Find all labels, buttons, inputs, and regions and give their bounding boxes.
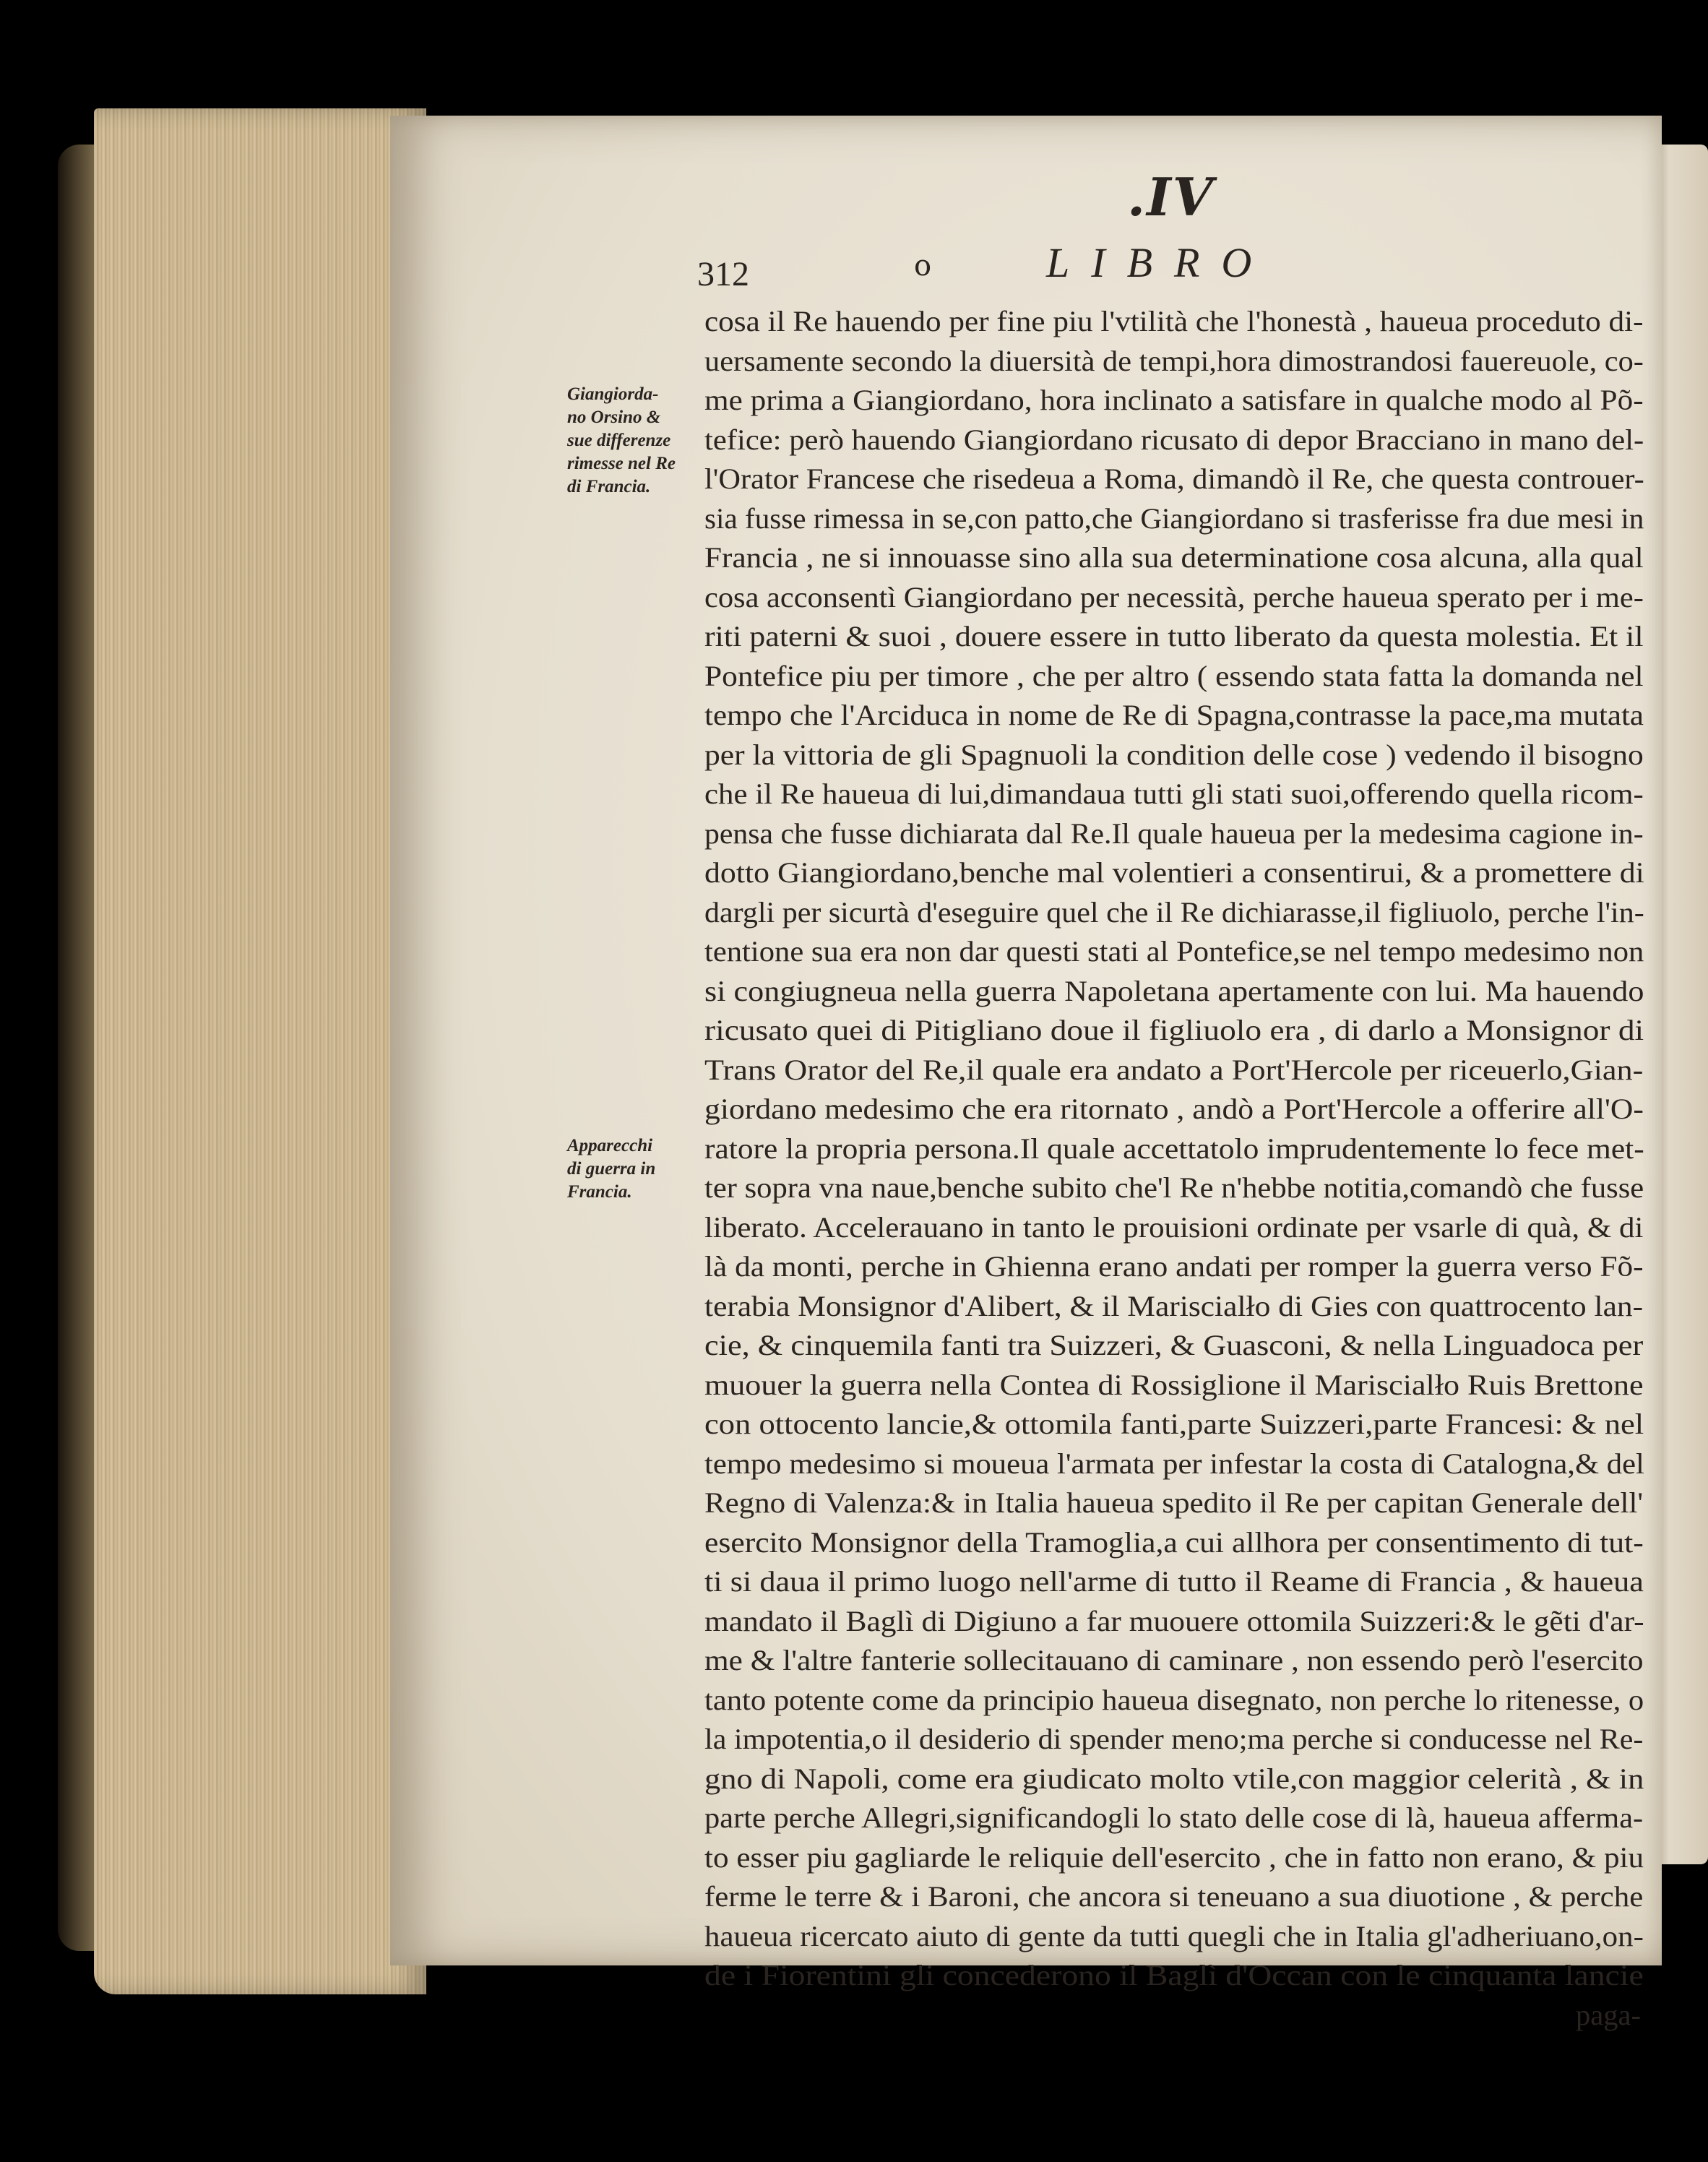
text-line: to esser piu gagliarde le reliquie dell'esercito , che in fatto non erano, & piu [704, 1840, 1644, 1874]
catchword: paga- [1576, 1998, 1641, 2031]
text-line: terabia Monsignor d'Alibert, & il Mariscialło di Gies con quattrocento lan- [704, 1289, 1644, 1322]
page-edges [94, 108, 426, 1994]
text-line: ferme le terre & i Baroni, che ancora si teneuano a sua diuotione , & perche [704, 1880, 1644, 1913]
handwritten-book-number: .IV [1127, 166, 1215, 228]
text-line: cie, & cinquemila fanti tra Suizzeri, & Guasconi, & nella Linguadoca per [704, 1329, 1644, 1361]
text-line: si congiugneua nella guerra Napoletana apertamente con lui. Ma hauendo [704, 974, 1644, 1007]
text-line: Pontefice piu per timore , che per altro ( essendo stata fatta la domanda nel [704, 659, 1644, 692]
text-line: me prima a Giangiordano, hora inclinato a satisfare in qualche modo al Põ- [704, 384, 1644, 416]
text-line: liberato. Accelerauano in tanto le prouisioni ordinate per vsarle di quà, & di [704, 1210, 1644, 1244]
text-line: dargli per sicurtà d'eseguire quel che il Re dichiarasse,il figliuolo, perche l'in- [704, 895, 1644, 929]
text-line: mandato il Baglì di Digiuno a far muouere ottomila Suizzeri:& le gẽti d'ar- [704, 1604, 1644, 1637]
text-line: l'Orator Francese che risedeua a Roma, dimandò il Re, che questa controuer- [704, 462, 1644, 495]
body-text [704, 302, 1644, 2035]
text-line: con ottocento lancie,& ottomila fanti,parte Suizzeri,parte Francesi: & nel [704, 1408, 1644, 1440]
marginal-note-line: rimesse nel Re [567, 454, 676, 473]
text-line: sia fusse rimessa in se,con patto,che Giangiordano si trasferisse fra due mesi in [704, 501, 1644, 535]
text-line: cosa acconsentì Giangiordano per necessità, perche haueua sperato per i me- [704, 580, 1644, 613]
running-head: LIBRO [1046, 239, 1274, 286]
marginal-note-line: di guerra in [567, 1159, 656, 1179]
text-line: tentione sua era non dar questi stati al Pontefice,se nel tempo medesimo non [704, 935, 1644, 968]
text-line: Regno di Valenza:& in Italia haueua spedito il Re per capitan Generale dell' [704, 1486, 1644, 1519]
marginal-note-giangiordano [567, 383, 712, 499]
marginal-note-apparecchi [567, 1134, 712, 1204]
text-line: pensa che fusse dichiarata dal Re.Il quale haueua per la medesima cagione in- [704, 817, 1644, 850]
marginal-note-line: di Francia. [567, 477, 651, 496]
text-line: gno di Napoli, come era giudicato molto vtile,con maggior celerità , & in [704, 1762, 1644, 1795]
text-line: tanto potente come da principio haueua disegnato, non perche lo ritenesse, o [704, 1683, 1644, 1716]
text-line: Francia , ne si innouasse sino alla sua determinatione cosa alcuna, alla qual [704, 541, 1644, 574]
marginal-note-line: no Orsino & [567, 408, 661, 427]
text-line: che il Re haueua di lui,dimandaua tutti gli stati suoi,offerendo quella ricom- [704, 778, 1644, 810]
text-line: me & l'altre fanterie sollecitauano di caminare , non essendo però l'esercito [704, 1644, 1644, 1676]
text-line: muouer la guerra nella Contea di Rossiglione il Mariscialło Ruis Brettone [704, 1368, 1644, 1401]
text-line: ricusato quei di Pitigliano doue il figliuolo era , di darlo a Monsignor di [704, 1014, 1644, 1046]
text-line: la impotentia,o il desiderio di spender meno;ma perche si conducesse nel Re- [704, 1723, 1644, 1755]
ornament-mark: o [914, 249, 932, 283]
text-line: ratore la propria persona.Il quale accettatolo imprudentemente lo fece met- [704, 1132, 1644, 1165]
text-line: riti paterni & suoi , douere essere in tutto liberato da questa molestia. Et il [704, 620, 1644, 653]
marginal-note-line: sue differenze [567, 431, 671, 450]
text-line: tefice: però hauendo Giangiordano ricusato di depor Bracciano in mano del- [704, 423, 1644, 456]
text-line: Trans Orator del Re,il quale era andato a Port'Hercole per riceuerlo,Gian- [704, 1053, 1644, 1086]
text-line: uersamente secondo la diuersità de tempi,hora dimostrandosi fauereuole, co- [704, 344, 1644, 377]
text-line: ti si daua il primo luogo nell'arme di tutto il Reame di Francia , & haueua [704, 1565, 1644, 1598]
text-line: tempo medesimo si moueua l'armata per infestar la costa di Catalogna,& del [704, 1447, 1644, 1480]
page-number: 312 [697, 255, 749, 293]
text-line: là da monti, perche in Ghienna erano andati per romper la guerra verso Fõ- [704, 1250, 1644, 1283]
text-line: tempo che l'Arciduca in nome de Re di Spagna,contrasse la pace,ma mutata [704, 699, 1644, 731]
text-line: de i Fiorentini gli concederono il Baglì d'Occan con le cinquanta lancie [704, 1959, 1644, 1991]
marginal-note-line: Giangiorda- [567, 384, 659, 404]
text-line: esercito Monsignor della Tramoglia,a cui allhora per consentimento di tut- [704, 1525, 1644, 1559]
marginal-note-line: Apparecchi [567, 1136, 653, 1155]
text-line: per la vittoria de gli Spagnuoli la condition delle cose ) vedendo il bisogno [704, 738, 1644, 771]
text-line: ter sopra vna naue,benche subito che'l Re n'hebbe notitia,comandò che fusse [704, 1171, 1644, 1204]
text-line: haueua ricercato aiuto di gente da tutti quegli che in Italia gl'adheriuano,on- [704, 1919, 1644, 1952]
text-line: giordano medesimo che era ritornato , andò a Port'Hercole a offerire all'O- [704, 1093, 1644, 1125]
text-line: dotto Giangiordano,benche mal volentieri a consentirui, & a promettere di [704, 856, 1644, 889]
text-line: parte perche Allegri,significandogli lo stato delle cose di là, haueua afferma- [704, 1801, 1644, 1834]
text-line: cosa il Re hauendo per fine piu l'vtilità che l'honestà , haueua proceduto di- [704, 305, 1644, 337]
marginal-note-line: Francia. [567, 1182, 632, 1202]
